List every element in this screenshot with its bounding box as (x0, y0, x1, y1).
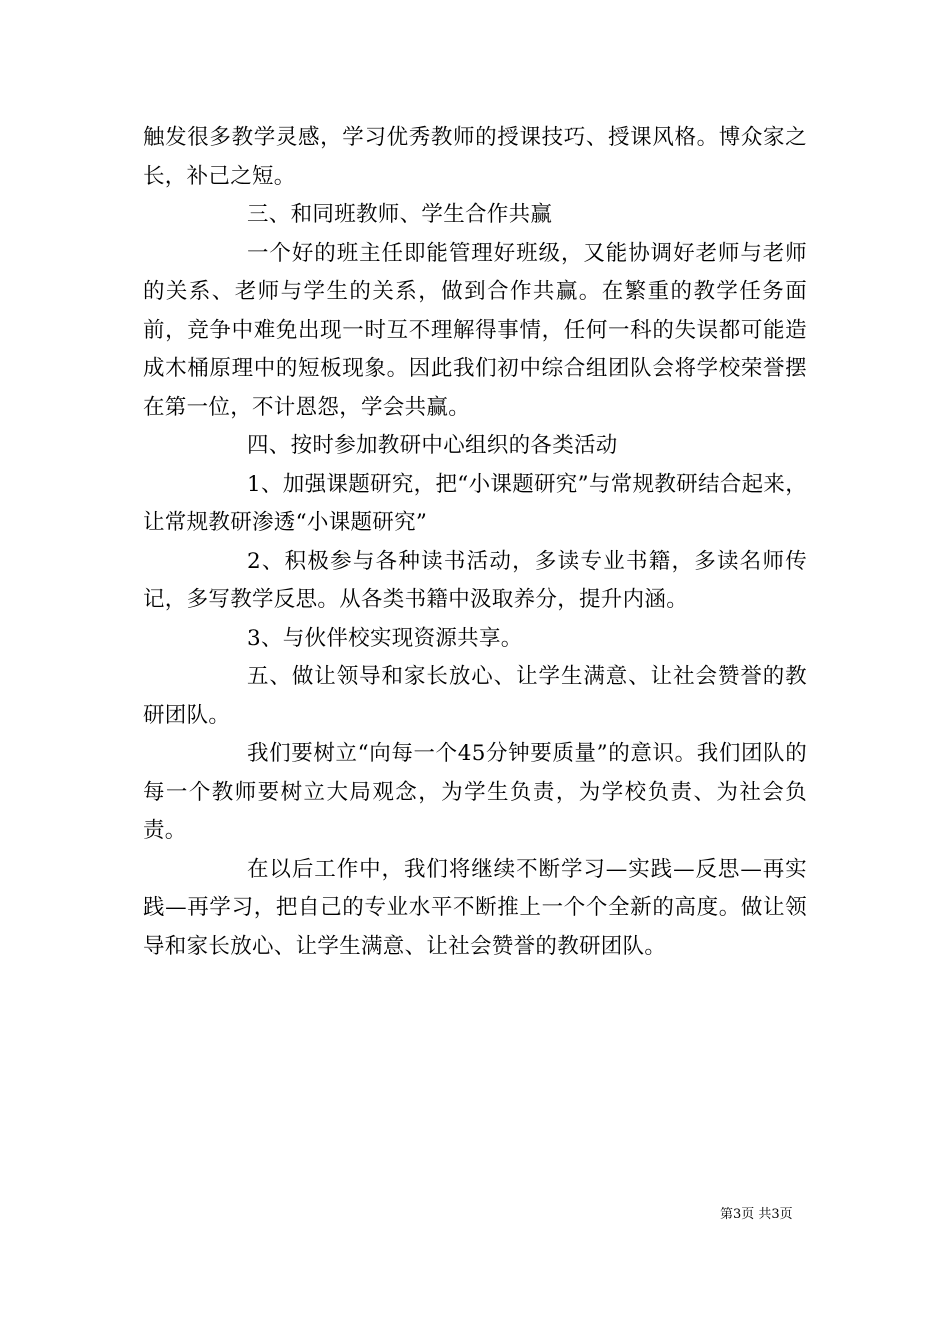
paragraph-continuation: 触发很多教学灵感，学习优秀教师的授课技巧、授课风格。博众家之长，补己之短。 (143, 125, 807, 189)
paragraph-quality: 我们要树立“向每一个45分钟要质量”的意识。我们团队的每一个教师要树立大局观念，为学生负责，为学校负责、为社会负责。 (143, 741, 807, 843)
section-heading-4: 四、按时参加教研中心组织的各类活动 (247, 433, 618, 458)
paragraph-cooperation: 一个好的班主任即能管理好班级，又能协调好老师与老师的关系、老师与学生的关系，做到合作共赢。在繁重的教学任务面前，竞争中难免出现一时互不理解得事情，任何一科的失误都可能造成木桶原理中的短板现象。因此我们初中综合组团队会将学校荣誉摆在第一位，不计恩怨，学会共赢。 (143, 240, 807, 420)
paragraph-conclusion: 在以后工作中，我们将继续不断学习—实践—反思—再实践—再学习，把自己的专业水平不断推上一个个全新的高度。做让领导和家长放心、让学生满意、让社会赞誉的教研团队。 (143, 856, 807, 959)
section-heading-3: 三、和同班教师、学生合作共赢 (247, 202, 553, 227)
list-item-1: 1、加强课题研究，把“小课题研究”与常规教研结合起来，让常规教研渗透“小课题研究” (143, 471, 807, 535)
page-number-footer: 第3页 共3页 (720, 1207, 793, 1222)
list-item-3: 3、与伙伴校实现资源共享。 (247, 625, 523, 651)
list-item-2: 2、积极参与各种读书活动，多读专业书籍，多读名师传记，多写教学反思。从各类书籍中汲取养分，提升内涵。 (143, 548, 807, 612)
document-body (143, 119, 807, 966)
section-heading-5: 五、做让领导和家长放心、让学生满意、让社会赞誉的教研团队。 (143, 664, 807, 728)
